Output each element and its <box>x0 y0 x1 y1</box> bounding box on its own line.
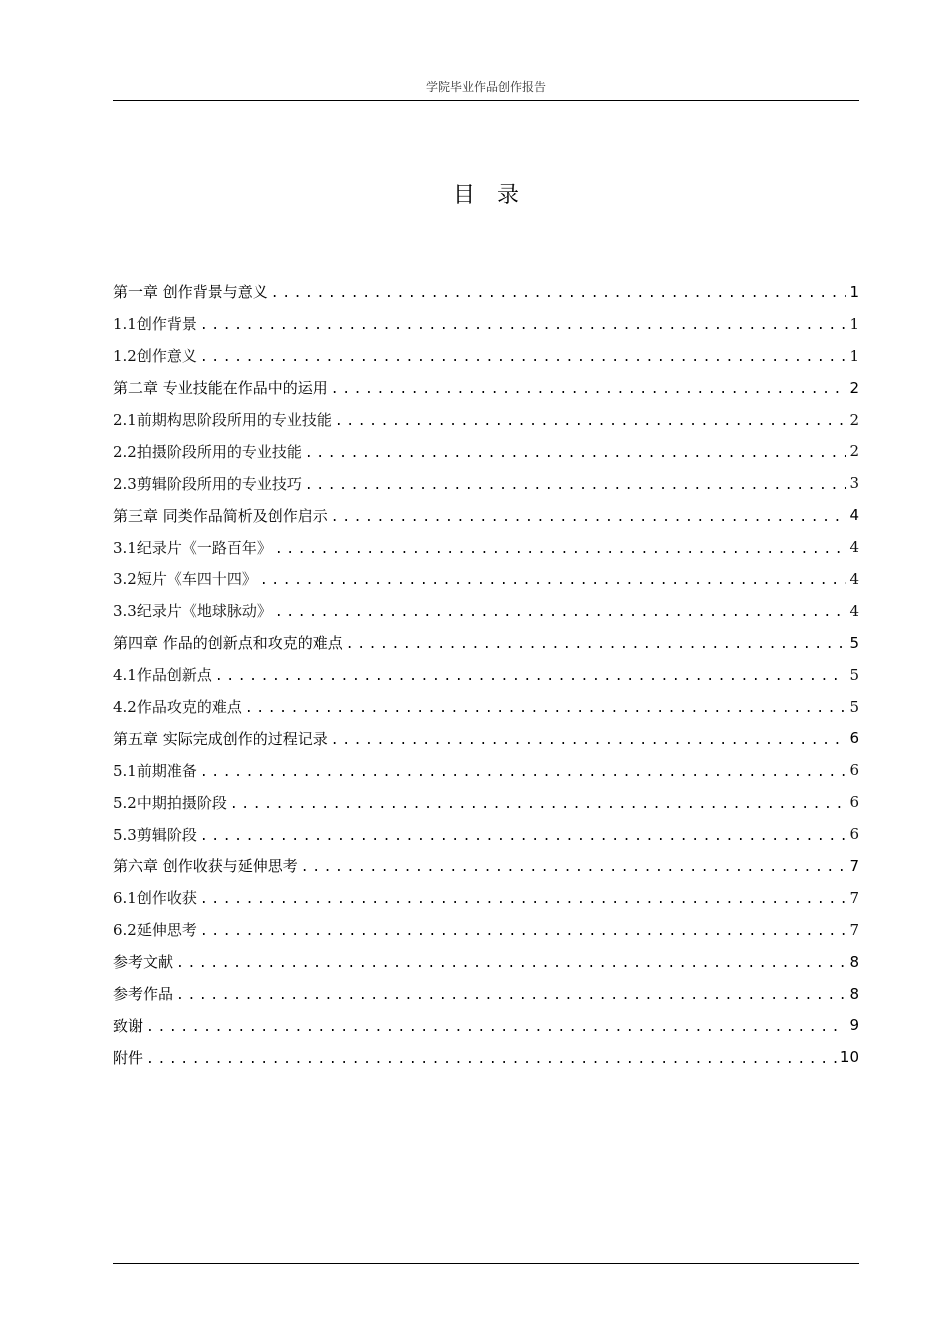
toc-entry-page: 6 <box>849 793 859 812</box>
toc-entry[interactable] <box>113 595 859 627</box>
toc-entry-label: 第二章 专业技能在作品中的运用 <box>113 379 328 398</box>
toc-entry-label: 4.1作品创新点 <box>113 666 212 685</box>
dot-leader <box>200 350 847 365</box>
toc-entry-page: 5 <box>849 633 859 652</box>
dot-leader <box>260 573 847 588</box>
toc-entry-label: 第五章 实际完成创作的过程记录 <box>113 729 328 748</box>
dot-leader <box>331 382 847 397</box>
toc-entry[interactable] <box>113 340 859 372</box>
dot-leader <box>305 478 847 493</box>
toc-entry-label: 6.1创作收获 <box>113 889 197 908</box>
toc-entry-label: 3.3纪录片《地球脉动》 <box>113 602 272 621</box>
dot-leader <box>200 765 847 780</box>
toc-entry-page: 6 <box>849 825 859 844</box>
toc-entry[interactable] <box>113 978 859 1010</box>
dot-leader <box>176 988 846 1003</box>
toc-entry-page: 4 <box>849 538 859 557</box>
toc-entry-page: 10 <box>839 1048 859 1067</box>
toc-entry-page: 8 <box>849 952 859 971</box>
toc-entry-label: 6.2延伸思考 <box>113 921 197 940</box>
toc-entry-label: 参考作品 <box>113 985 174 1004</box>
toc-entry[interactable] <box>113 435 859 467</box>
dot-leader <box>215 669 847 684</box>
toc-entry-page: 2 <box>849 442 859 461</box>
page-title: 目录 <box>452 183 541 208</box>
toc-entry[interactable] <box>113 404 859 436</box>
toc-entry[interactable] <box>113 818 859 850</box>
toc-entry-page: 1 <box>849 314 859 333</box>
footer-divider <box>113 1263 859 1264</box>
toc-entry-label: 致谢 <box>113 1016 144 1035</box>
dot-leader <box>200 318 847 333</box>
toc-entry-page: 1 <box>849 346 859 365</box>
toc-entry-page: 1 <box>849 282 859 301</box>
toc-entry[interactable] <box>113 1009 859 1041</box>
dot-leader <box>271 286 847 301</box>
toc-entry-label: 2.3剪辑阶段所用的专业技巧 <box>113 474 302 493</box>
toc-entry[interactable] <box>113 946 859 978</box>
toc-entry-page: 4 <box>849 506 859 525</box>
dot-leader <box>335 414 847 429</box>
dot-leader <box>200 829 847 844</box>
toc-entry-label: 第四章 作品的创新点和攻克的难点 <box>113 634 343 653</box>
toc-entry-label: 参考文献 <box>113 953 174 972</box>
toc-entry-page: 5 <box>849 665 859 684</box>
dot-leader <box>275 605 847 620</box>
toc-entry[interactable] <box>113 499 859 531</box>
dot-leader <box>146 1020 846 1035</box>
dot-leader <box>176 956 846 971</box>
toc-entry-label: 第六章 创作收获与延伸思考 <box>113 857 298 876</box>
dot-leader <box>275 542 847 557</box>
toc-entry-label: 4.2作品攻克的难点 <box>113 698 242 717</box>
toc-entry-label: 1.1创作背景 <box>113 315 197 334</box>
toc-entry-label: 5.3剪辑阶段 <box>113 825 197 844</box>
toc-entry[interactable] <box>113 691 859 723</box>
toc-entry[interactable] <box>113 882 859 914</box>
toc-entry[interactable] <box>113 722 859 754</box>
toc-entry[interactable] <box>113 659 859 691</box>
toc-entry[interactable] <box>113 563 859 595</box>
toc-entry-label: 1.2创作意义 <box>113 347 197 366</box>
toc-entry[interactable] <box>113 1041 859 1073</box>
toc-entry[interactable] <box>113 627 859 659</box>
toc-entry-label: 2.2拍摄阶段所用的专业技能 <box>113 442 302 461</box>
dot-leader <box>331 733 847 748</box>
dot-leader <box>200 924 847 939</box>
dot-leader <box>331 510 847 525</box>
toc-entry-page: 2 <box>849 378 859 397</box>
dot-leader <box>301 860 847 875</box>
toc-entry-label: 3.2短片《车四十四》 <box>113 570 257 589</box>
dot-leader <box>305 446 847 461</box>
toc-entry-label: 附件 <box>113 1048 144 1067</box>
toc-entry-page: 3 <box>849 474 859 493</box>
toc-entry[interactable] <box>113 531 859 563</box>
toc-entry-label: 5.2中期拍摄阶段 <box>113 793 227 812</box>
toc-entry-label: 2.1前期构思阶段所用的专业技能 <box>113 411 332 429</box>
toc-entry-label: 第三章 同类作品简析及创作启示 <box>113 506 328 525</box>
table-of-contents <box>113 276 859 1073</box>
toc-entry[interactable] <box>113 467 859 499</box>
dot-leader <box>230 797 847 812</box>
toc-entry-page: 4 <box>849 569 859 588</box>
toc-entry[interactable] <box>113 308 859 340</box>
toc-entry-page: 2 <box>849 410 859 429</box>
toc-entry[interactable] <box>113 914 859 946</box>
toc-entry-page: 7 <box>849 856 859 875</box>
toc-entry-label: 第一章 创作背景与意义 <box>113 283 268 302</box>
dot-leader <box>346 637 847 652</box>
toc-entry[interactable] <box>113 754 859 786</box>
toc-entry-page: 8 <box>849 984 859 1003</box>
toc-entry[interactable] <box>113 786 859 818</box>
toc-entry-label: 3.1纪录片《一路百年》 <box>113 538 272 557</box>
toc-entry-page: 6 <box>849 729 859 748</box>
toc-entry-page: 5 <box>849 697 859 716</box>
toc-entry[interactable] <box>113 850 859 882</box>
toc-entry-page: 7 <box>849 920 859 939</box>
dot-leader <box>200 892 847 907</box>
toc-entry-page: 9 <box>849 1016 859 1035</box>
toc-entry-page: 6 <box>849 761 859 780</box>
dot-leader <box>146 1052 837 1067</box>
header-divider <box>113 100 859 101</box>
toc-entry[interactable] <box>113 276 859 308</box>
toc-entry-page: 4 <box>849 601 859 620</box>
toc-entry[interactable] <box>113 372 859 404</box>
dot-leader <box>245 701 847 716</box>
toc-entry-page: 7 <box>849 888 859 907</box>
toc-entry-label: 5.1前期准备 <box>113 761 197 780</box>
running-header: 学院毕业作品创作报告 <box>425 80 546 94</box>
